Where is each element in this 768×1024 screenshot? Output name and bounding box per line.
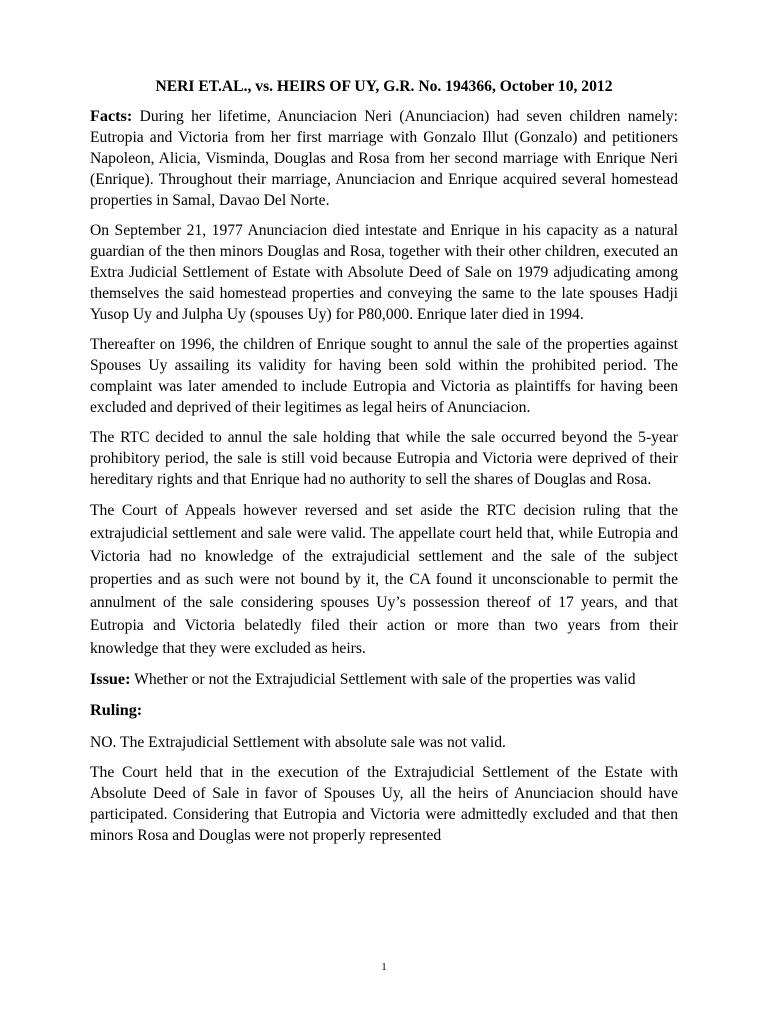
body-paragraph-3: The RTC decided to annul the sale holding that while the sale occurred beyond the 5-year prohibitory period, the sale is still void because Eutropia and Victoria were deprived of their hereditary rights and that Enrique had no authority to sell the shares of Douglas and Rosa.	[90, 429, 678, 488]
body-paragraph-2: Thereafter on 1996, the children of Enrique sought to annul the sale of the properties against Spouses Uy assailing its validity for having been sold within the prohibited period. The complaint was later amended to include Eutropia and Victoria as plaintiffs for having been excluded and deprived of their legitimes as legal heirs of Anunciacion.	[90, 336, 678, 416]
ruling-answer: NO. The Extrajudicial Settlement with absolute sale was not valid.	[90, 734, 506, 751]
issue-text: Whether or not the Extrajudicial Settlement with sale of the properties was valid	[130, 671, 636, 688]
case-title: NERI ET.AL., vs. HEIRS OF UY, G.R. No. 194366, October 10, 2012	[155, 78, 613, 95]
facts-paragraph	[90, 106, 678, 211]
issue-paragraph	[90, 669, 678, 690]
facts-label: Facts:	[90, 107, 133, 125]
ruling-heading: Ruling:	[90, 701, 143, 719]
page-number: 1	[381, 961, 387, 973]
ruling-paragraph: The Court held that in the execution of the Extrajudicial Settlement of the Estate with Absolute Deed of Sale in favor of Spouses Uy, all the heirs of Anunciacion should have participated. Considering that Eutropia and Victoria were admittedly excluded and that then minors Rosa and Douglas were not properly represented	[90, 764, 678, 844]
body-paragraph-4: The Court of Appeals however reversed and set aside the RTC decision ruling that the extrajudicial settlement and sale were valid. The appellate court held that, while Eutropia and Victoria had no knowledge of the extrajudicial settlement and the sale of the subject properties and as such were not bound by it, the CA found it unconscionable to permit the annulment of the sale considering spouses Uy’s possession thereof of 17 years, and that Eutropia and Victoria belatedly filed their action or more than two years from their knowledge that they were excluded as heirs.	[90, 502, 678, 657]
issue-label: Issue:	[90, 670, 131, 688]
body-paragraph-1: On September 21, 1977 Anunciacion died intestate and Enrique in his capacity as a natural guardian of the then minors Douglas and Rosa, together with their other children, executed an Extra Judicial Settlement of Estate with Absolute Deed of Sale on 1979 adjudicating among themselves the said homestead properties and conveying the same to the late spouses Hadji Yusop Uy and Julpha Uy (spouses Uy) for P80,000. Enrique later died in 1994.	[90, 222, 678, 323]
facts-text: During her lifetime, Anunciacion Neri (Anunciacion) had seven children namely: Eutropia and Victoria from her first marriage with Gonzalo Illut (Gonzalo) and petitioners Napoleon, Alicia, Visminda, Douglas and Rosa from her second marriage with Enrique Neri (Enrique). Throughout their marriage, Anunciacion and Enrique acquired several homestead properties in Samal, Davao Del Norte.	[90, 108, 678, 209]
